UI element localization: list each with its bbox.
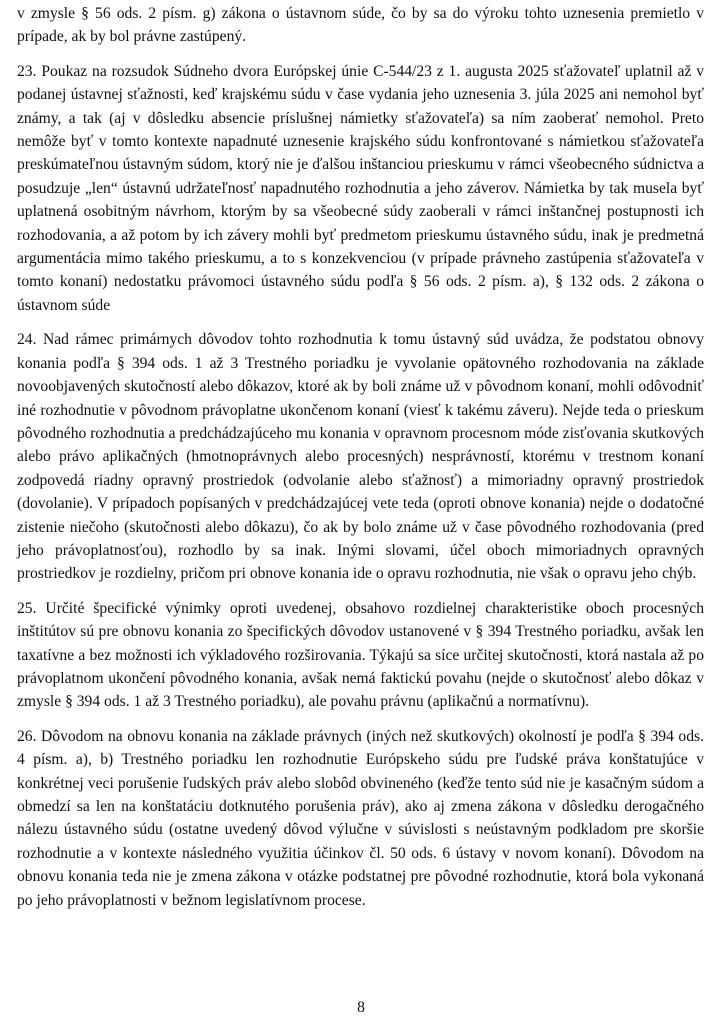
paragraph-26: 26. Dôvodom na obnovu konania na základe právnych (iných než skutkových) okolností je podľa § 394 ods. 4 písm. a), b) Trestného poriadku len rozhodnutie Európskeho súdu pre ľudské práva konštatujúce v konkrétnej veci porušenie ľudských práv alebo slobôd obvineného (keďže tento súd nie je kasačným súdom a obmedzí sa len na konštatáciu dotknutého porušenia práv), ako aj zmena zákona v dôsledku derogačného nálezu ústavného súdu (ostatne uvedený dôvod výlučne v súvislosti s neústavným podkladom pre skoršie rozhodnutie a v kontexte následného využitia účinkov čl. 50 ods. 6 ústavy v novom konaní). Dôvodom na obnovu konania teda nie je zmena zákona v otázke podstatnej pre pôvodné rozhodnutie, ktorá bola vykonaná po jeho právoplatnosti v bežnom legislatívnom procese. [17,727,704,909]
paragraph-24: 24. Nad rámec primárnych dôvodov tohto rozhodnutia k tomu ústavný súd uvádza, že podstatou obnovy konania podľa § 394 ods. 1 až 3 Trestného poriadku je vyvolanie opätovného rozhodovania na základe novoobjavených skutočností alebo dôkazov, ktoré ak by boli známe už v pôvodnom konaní, mohli odôvodniť iné rozhodnutie v pôvodnom právoplatne ukončenom konaní (viesť k takému záveru). Nejde teda o prieskum pôvodného rozhodnutia a predchádzajúceho mu konania v opravnom procesnom móde zisťovania skutkových alebo právo aplikačných (hmotnoprávnych alebo procesných) nesprávností, ktorému v trestnom konaní zodpovedá riadny opravný prostriedok (odvolanie alebo sťažnosť) a mimoriadny opravný prostriedok (dovolanie). V prípadoch popísaných v predchádzajúcej vete teda (oproti obnove konania) nejde o dodatočné zistenie niečoho (skutočnosti alebo dôkazu), čo ak by bolo známe už v čase pôvodného rozhodovania (pred jeho právoplatnosťou), rozhodlo by sa inak. Inými slovami, účel oboch mimoriadnych opravných prostriedkov je rozdielny, pričom pri obnove konania ide o opravu rozhodnutia, nie však o opravu jeho chýb. [17,331,704,583]
page-number: 8 [357,999,365,1016]
paragraph-25: 25. Určité špecifické výnimky oproti uvedenej, obsahovo rozdielnej charakteristike oboch procesných inštitútov sú pre obnovu konania zo špecifických dôvodov ustanovené v § 394 Trestného poriadku, avšak len taxatívne a bez možnosti ich výkladového rozširovania. Týkajú sa síce určitej skutočnosti, ktorá nastala až po právoplatnom ukončení pôvodného konania, avšak nemá faktickú povahu (nejde o skutočnosť alebo dôkaz v zmysle § 394 ods. 1 až 3 Trestného poriadku), ale povahu právnu (aplikačnú a normatívnu). [17,599,704,711]
document-page [17,0,704,923]
paragraph-22-continued: v zmysle § 56 ods. 2 písm. g) zákona o ústavnom súde, čo by sa do výroku tohto uznesenia premietlo v prípade, ak by bol právne zastúpený. [17,5,704,46]
paragraph-23: 23. Poukaz na rozsudok Súdneho dvora Európskej únie C-544/23 z 1. augusta 2025 sťažovateľ uplatnil až v podanej ústavnej sťažnosti, keď krajskému súdu v čase vydania jeho uznesenia 3. júla 2025 ani nemohol byť známy, a tak (aj v dôsledku absencie príslušnej námietky sťažovateľa) sa ním zaoberať nemohol. Preto nemôže byť v tomto kontexte napadnuté uznesenie krajského súdu konfrontované s námietkou sťažovateľa preskúmateľnou ústavným súdom, ktorý nie je ďalšou inštanciou prieskumu v rámci všeobecného súdnictva a posudzuje „len“ ústavnú udržateľnosť napadnutého rozhodnutia a jeho záverov. Námietka by tak musela byť uplatnená osobitným návrhom, ktorým by sa všeobecné súdy zaoberali v rámci inštančnej postupnosti ich rozhodovania, a až potom by ich závery mohli byť predmetom prieskumu ústavného súdu, inak je predmetná argumentácia mimo takého prieskumu, a to s konzekvenciou (v prípade právneho zastúpenia sťažovateľa v tomto konaní) nedostatku právomoci ústavného súdu podľa § 56 ods. 2 písm. a), § 132 ods. 2 zákona o ústavnom súde [17,62,704,314]
